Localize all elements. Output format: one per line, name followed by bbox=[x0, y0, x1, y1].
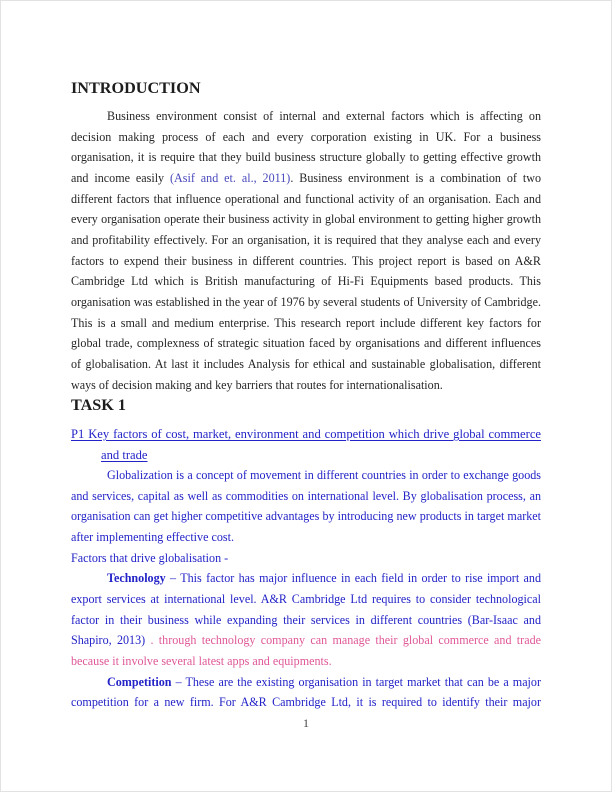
page-number: 1 bbox=[303, 716, 309, 730]
factors-drive-globalisation-line: Factors that drive globalisation - bbox=[71, 550, 229, 565]
intro-text-after-citation: . Business environment is a combination of two different factors that influence operational and functional activity of an organisation. Each and every organisation operate their business activity in global environment to getting higher growth and profitability effectively. For an organisation, it is required that they analyse each and every factors to expend their business in different countries. This project report is based on A&R Cambridge Ltd which is British manufacturing of Hi-Fi Equipments based products. This organisation was established in the year of 1976 by several students of University of Cambridge. This is a small and medium enterprise. This research report include different key factors for global trade, complexness of strategic situation faced by organisations and different influences of globalisation. At last it includes Analysis for ethical and sustainable globalisation, different ways of decision making and key barriers that routes for internationalisation. bbox=[71, 170, 541, 392]
p1-heading-text: P1 Key factors of cost, market, environment and competition which drive global commerce and trade bbox=[71, 426, 541, 462]
p1-section-heading bbox=[71, 424, 541, 465]
citation-asif-2011: (Asif and et. al., 2011) bbox=[170, 170, 291, 185]
intro-heading: INTRODUCTION bbox=[71, 79, 201, 97]
task1-heading: TASK 1 bbox=[71, 396, 127, 415]
competition-term: Competition bbox=[107, 674, 172, 689]
competition-paragraph bbox=[71, 672, 541, 713]
intro-text-before-citation: Business environment consist of internal and external factors which is affecting on decision making process of each and every corporation existing in UK. For a business organisation, it is require that they build business structure globally to getting effective growth and income easily bbox=[71, 109, 541, 185]
page-content bbox=[1, 78, 611, 713]
technology-text-pink: . through technology company can manage their global commerce and trade because it involve several latest apps and equipments. bbox=[71, 633, 541, 669]
competition-text: – These are the existing organisation in target market that can be a major competition for a new firm. For A&R Cambridge Ltd, it is required to identify their major bbox=[71, 674, 541, 710]
globalisation-paragraph: Globalization is a concept of movement in different countries in order to exchange goods and services, capital as well as commodities on international level. By globalisation process, an organisation can get higher competitive advantages by introducing new products in target market after implementing effective cost. bbox=[71, 468, 541, 545]
technology-term: Technology bbox=[107, 571, 166, 586]
technology-text-blue: – This factor has major influence in each field in order to rise import and export services at international level. A&R Cambridge Ltd requires to consider technological factor in their business while expanding their services in different countries (Bar-Isaac and Shapiro, 2013) bbox=[71, 571, 541, 648]
intro-paragraph bbox=[71, 106, 541, 395]
technology-paragraph bbox=[71, 568, 541, 671]
